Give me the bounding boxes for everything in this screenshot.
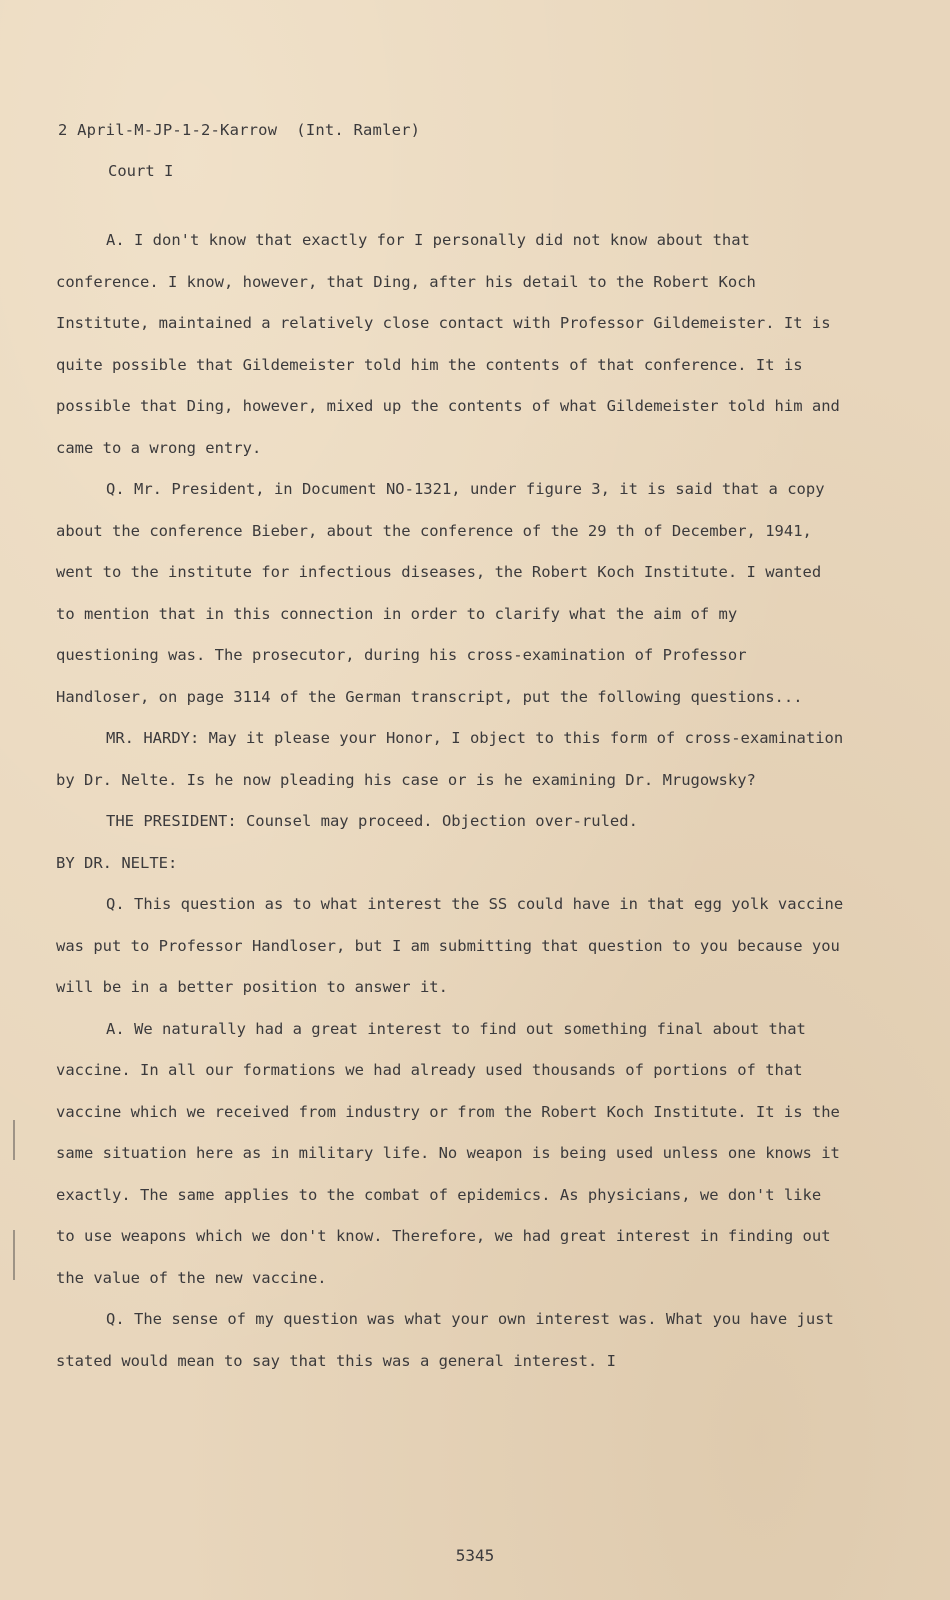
court-label: Court I [108,162,174,180]
paragraph-question-1: Q. Mr. President, in Document NO-1321, under figure 3, it is said that a copy about the conference Bieber, about the conference of the 29 th of December, 1941, went to the institute for infectious diseases, the Robert Koch Institute. I wanted to mention that in this connection in order to clarify what the aim of my questioning was. The prosecutor, during his cross-examination of Professor Handloser, on page 3114 of the German transcript, put the following questions... [56,480,825,706]
document-header: 2 April-M-JP-1-2-Karrow (Int. Ramler) [58,121,421,139]
margin-mark [13,1230,15,1280]
paragraph-question-3: Q. The sense of my question was what your own interest was. What you have just stated would mean to say that this was a general interest. I [56,1310,834,1370]
paragraph-question-2: Q. This question as to what interest the SS could have in that egg yolk vaccine was put to Professor Handloser, but I am submitting that question to you because you will be in a better position to answer it. [56,895,844,996]
paragraph-ruling: THE PRESIDENT: Counsel may proceed. Objection over-ruled. [106,812,638,830]
paragraph-answer-2: A. We naturally had a great interest to find out something final about that vaccine. In all our formations we had already used thousands of portions of that vaccine which we received from industry or from the Robert Koch Institute. It is the same situation here as in military life. No weapon is being used unless one knows it exactly. The same applies to the combat of epidemics. As physicians, we don't like to use weapons which we don't know. Therefore, we had great interest in finding out the value of the new vaccine. [56,1019,840,1287]
page-number: 5345 [455,1546,495,1565]
paragraph-answer-1: A. I don't know that exactly for I personally did not know about that conference. I know, however, that Ding, after his detail to the Robert Koch Institute, maintained a relatively close contact with Professor Gildemeister. It is quite possible that Gildemeister told him the contents of that conference. It is possible that Ding, however, mixed up the contents of what Gildemeister told him and came to a wrong entry. [56,231,840,457]
paragraph-objection: MR. HARDY: May it please your Honor, I object to this form of cross-examination by Dr. Nelte. Is he now pleading his case or is he examining Dr. Mrugowsky? [56,729,844,789]
margin-mark [13,1120,15,1160]
examiner-heading: BY DR. NELTE: [56,853,178,872]
transcript-body [56,220,846,1382]
